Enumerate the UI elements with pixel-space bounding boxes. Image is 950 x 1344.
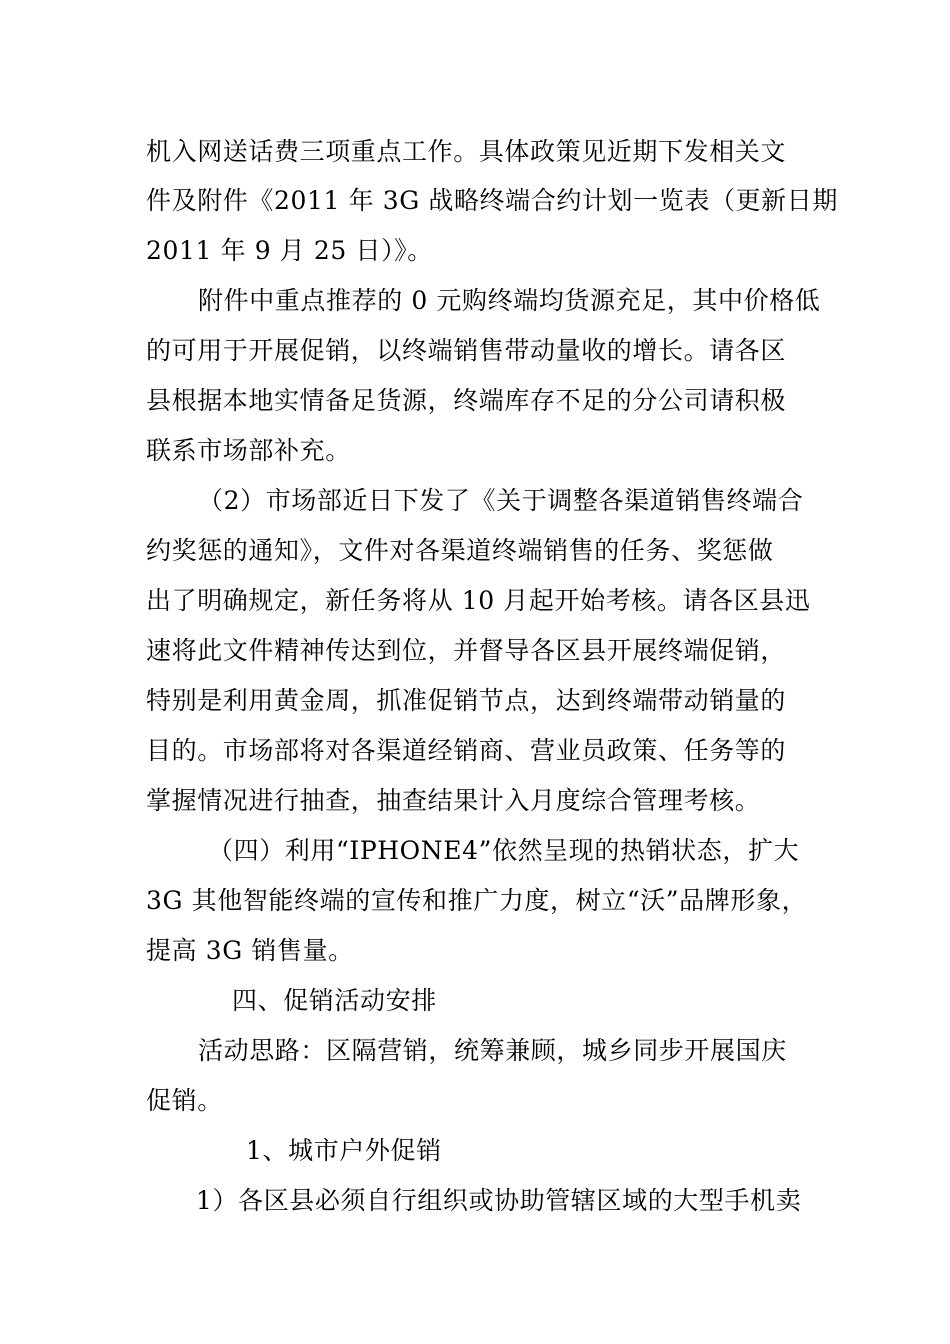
text-line: 县根据本地实情备足货源，终端库存不足的分公司请积极 xyxy=(146,386,787,415)
text-line: 1）各区县必须自行组织或协助管辖区域的大型手机卖 xyxy=(196,1186,802,1215)
text-line: 活动思路：区隔营销，统筹兼顾，城乡同步开展国庆 xyxy=(198,1036,787,1065)
text-line: （2）市场部近日下发了《关于调整各渠道销售终端合 xyxy=(198,486,804,515)
text-line: 3G 其他智能终端的宣传和推广力度，树立“沃”品牌形象， xyxy=(146,886,808,915)
text-line: 提高 3G 销售量。 xyxy=(146,936,354,965)
text-line: 出了明确规定，新任务将从 10 月起开始考核。请各区县迅 xyxy=(146,586,811,615)
text-line: 件及附件《2011 年 3G 战略终端合约计划一览表（更新日期 xyxy=(146,186,838,215)
text-line: 的可用于开展促销，以终端销售带动量收的增长。请各区 xyxy=(146,336,787,365)
text-line: 速将此文件精神传达到位，并督导各区县开展终端促销， xyxy=(146,636,787,665)
subsection-heading: 1、城市户外促销 xyxy=(246,1136,442,1165)
text-line: 机入网送话费三项重点工作。具体政策见近期下发相关文 xyxy=(146,137,787,166)
text-line: 掌握情况进行抽查，抽查结果计入月度综合管理考核。 xyxy=(146,786,761,815)
section-heading: 四、促销活动安排 xyxy=(232,986,437,1015)
text-line: 2011 年 9 月 25 日）》。 xyxy=(146,236,433,265)
text-line: 约奖惩的通知》，文件对各渠道终端销售的任务、奖惩做 xyxy=(146,536,774,565)
text-line: 附件中重点推荐的 0 元购终端均货源充足，其中价格低 xyxy=(198,286,821,315)
text-line: 促销。 xyxy=(146,1086,223,1115)
text-line: 联系市场部补充。 xyxy=(146,436,351,465)
text-line: （四）利用“IPHONE4”依然呈现的热销状态，扩大 xyxy=(208,836,800,865)
text-line: 特别是利用黄金周，抓准促销节点，达到终端带动销量的 xyxy=(146,686,787,715)
text-line: 目的。市场部将对各渠道经销商、营业员政策、任务等的 xyxy=(146,736,787,765)
